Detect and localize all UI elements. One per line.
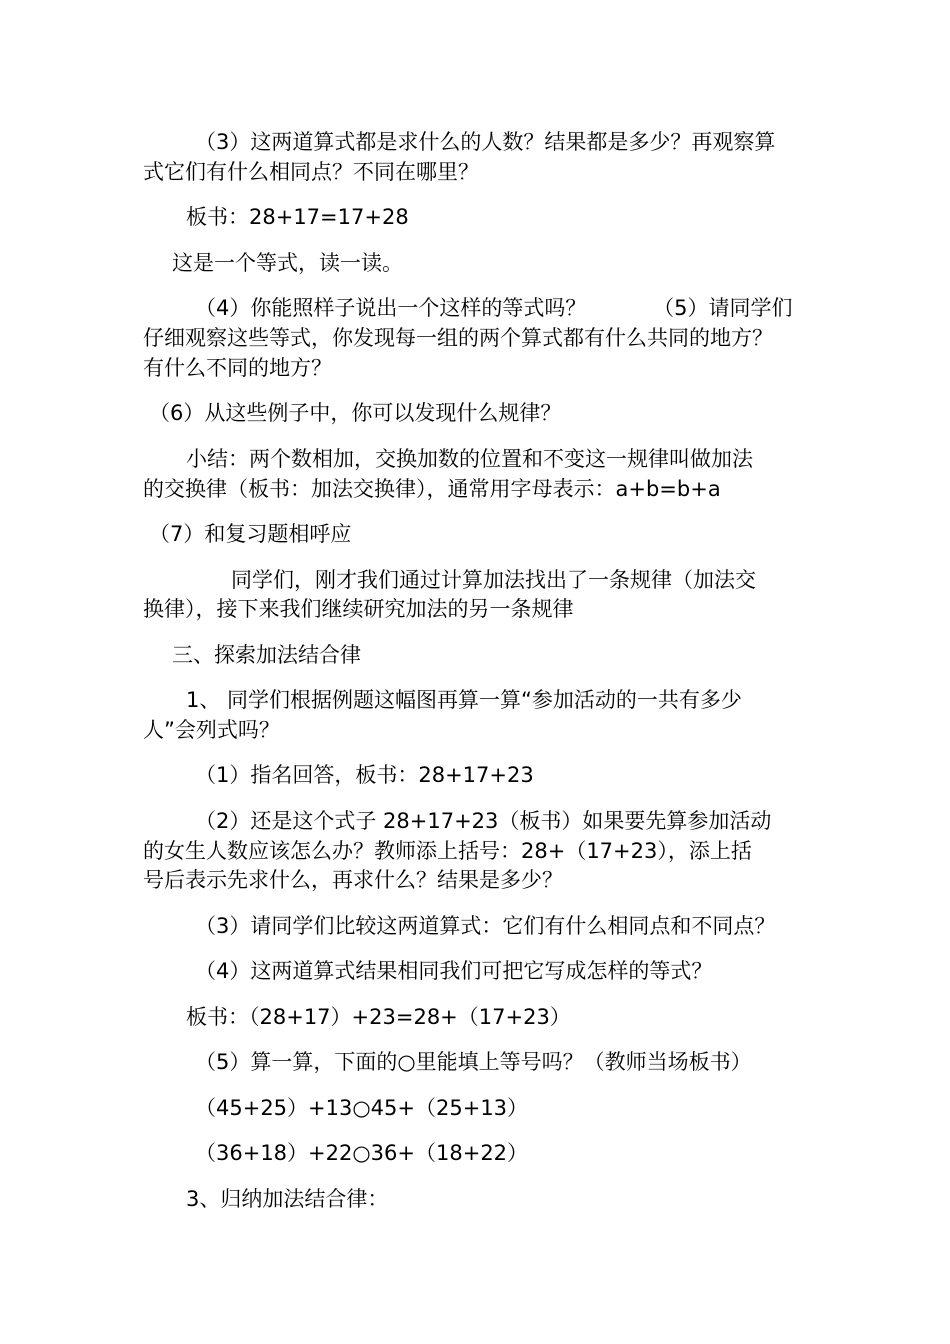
paragraph-read-equation: 这是一个等式，读一读。 — [172, 251, 403, 275]
item-1-line-1: 1、 同学们根据例题这幅图再算一算“参加活动的一共有多少 — [186, 688, 742, 712]
transition-line-2: 换律），接下来我们继续研究加法的另一条规律 — [143, 597, 574, 621]
paragraph-4-line-1: （4）你能照样子说出一个这样的等式吗？ （5）请同学们 — [195, 296, 793, 320]
paragraph-6: （6）从这些例子中，你可以发现什么规律？ — [149, 401, 562, 425]
sub-item-2-line-3: 号后表示先求什么，再求什么？结果是多少？ — [143, 868, 563, 892]
paragraph-4-line-3: 有什么不同的地方？ — [143, 356, 332, 380]
sub-item-5: （5）算一算，下面的○里能填上等号吗？（教师当场板书） — [195, 1050, 752, 1074]
paragraph-1-line-1: （3）这两道算式都是求什么的人数？结果都是多少？再观察算 — [195, 130, 776, 154]
sub-item-2-line-2: 的女生人数应该怎么办？教师添上括号：28+（17+23），添上括 — [143, 839, 752, 863]
sub-item-4: （4）这两道算式结果相同我们可把它写成怎样的等式？ — [195, 959, 713, 983]
section-heading-associative: 三、探索加法结合律 — [172, 643, 361, 667]
summary-line-1: 小结：两个数相加，交换加数的位置和不变这一规律叫做加法 — [186, 447, 753, 471]
transition-line-1: 同学们，刚才我们通过计算加法找出了一条规律（加法交 — [231, 568, 756, 592]
item-3-heading: 3、归纳加法结合律： — [186, 1187, 389, 1211]
paragraph-7: （7）和复习题相呼应 — [149, 522, 352, 546]
sub-item-2-line-1: （2）还是这个式子 28+17+23（板书）如果要先算参加活动 — [195, 809, 772, 833]
board-note-commutative: 板书：28+17=17+28 — [186, 205, 409, 229]
item-1-line-2: 人”会列式吗？ — [143, 718, 280, 742]
summary-line-2: 的交换律（板书：加法交换律），通常用字母表示：a+b=b+a — [143, 477, 721, 501]
paragraph-1-line-2: 式它们有什么相同点？不同在哪里？ — [143, 160, 479, 184]
exercise-1: （45+25）+13○45+（25+13） — [195, 1096, 529, 1120]
board-note-associative: 板书：（28+17）+23=28+（17+23） — [186, 1005, 571, 1029]
sub-item-1: （1）指名回答，板书：28+17+23 — [195, 763, 534, 787]
sub-item-3: （3）请同学们比较这两道算式：它们有什么相同点和不同点？ — [195, 914, 776, 938]
exercise-2: （36+18）+22○36+（18+22） — [195, 1141, 529, 1165]
paragraph-4-line-2: 仔细观察这些等式，你发现每一组的两个算式都有什么共同的地方？ — [143, 326, 773, 350]
